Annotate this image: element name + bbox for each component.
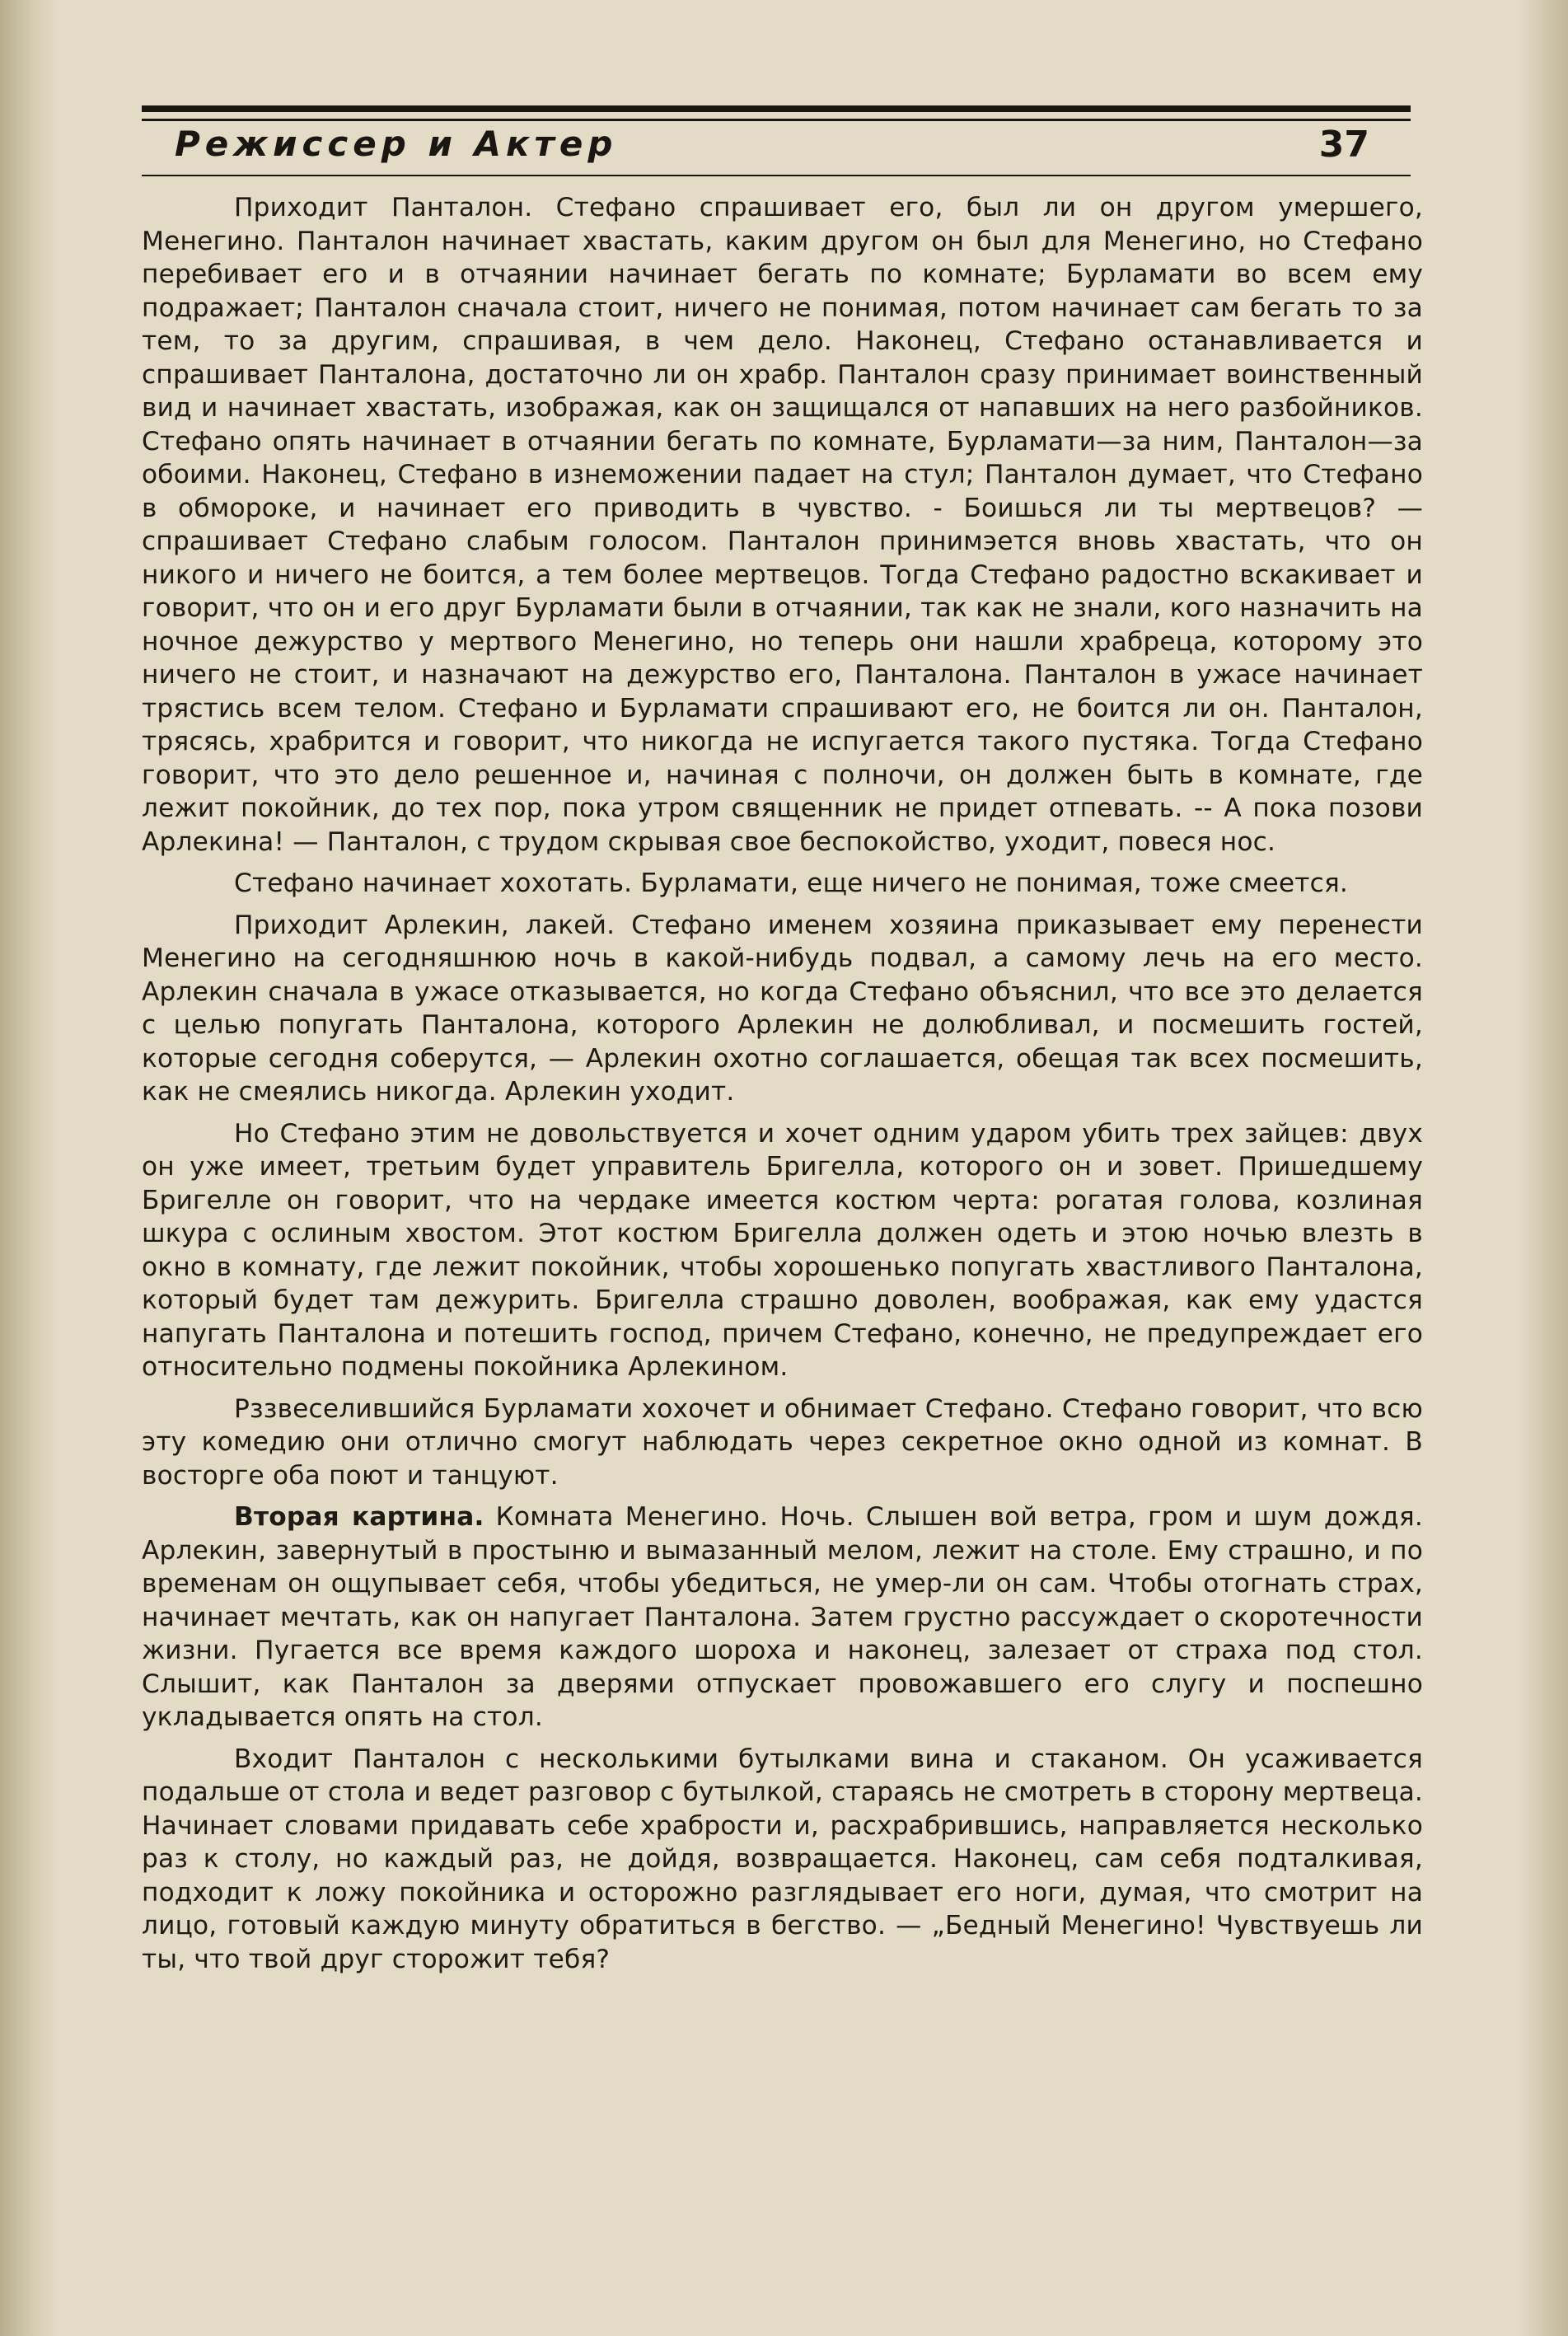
scene-heading: Вторая картина. (234, 1502, 484, 1532)
page-shadow-right (1519, 0, 1568, 2336)
paragraph-text: Комната Менегино. Ночь. Слышен вой ветра, гром и шум дождя. Арлекин, завернутый в простыню и вымазанный мелом, лежит на столе. Ему страшно, и по временам он ощупывает себя, чтобы убедиться, не умер-ли он сам. Чтобы отогнать страх, начинает мечтать, как он напугает Панталона. Затем грустно рассуждает о скоротечности жизни. Пугается все время каждого шороха и наконец, залезает от страха под стол. Слышит, как Панталон за дверями отпускает провожавшего его слугу и поспешно укладывается опять на стол. (142, 1502, 1424, 1732)
paragraph-1 (142, 191, 1423, 859)
paragraph-text: Но Стефано этим не довольствуется и хочет одним ударом убить трех зайцев: двух он уже имеет, третьим будет управитель Бригелла, которого он и зовет. Пришедшему Бригелле он говорит, что на чердаке имеется костюм черта: рогатая голова, козлиная шкура с ослиным хвостом. Этот костюм Бригелла должен одеть и этою ночью влезть в окно в комнату, где лежит покойник, чтобы хорошенько попугать хвастливого Панталона, который будет там дежурить. Бригелла страшно доволен, воображая, как ему удастся напугать Панталона и потешить господ, причем Стефано, конечно, не предупреждает его относительно подмены покойника Арлекином. (142, 1118, 1423, 1382)
paragraph-text: Приходит Панталон. Стефано спрашивает его, был ли он другом умершего, Менегино. Панталон начинает хвастать, каким другом он был для Менегино, но Стефано перебивает его и в отчаянии начинает бегать по комнате; Бурламати во всем ему подражает; Панталон сначала стоит, ничего не понимая, потом начинает сам бегать то за тем, то за другим, спрашивая, в чем дело. Наконец, Стефано останавливается и спрашивает Панталона, достаточно ли он храбр. Панталон сразу принимает воинственный вид и начинает хвастать, изображая, как он защищался от напавших на него разбойников. Стефано опять начинает в отчаянии бегать по комнате, Бурламати—за ним, Панталон—за обоими. Наконец, Стефано в изнеможении падает на стул; Панталон думает, что Стефано в обмороке, и начинает его приводить в чувство. - Боишься ли ты мертвецов? — спрашивает Стефано слабым голосом. Панталон принимэется вновь хвастать, что он никого и ничего не боится, а тем более мертвецов. Тогда Стефано радостно вскакивает и говорит, что он и его друг Бурламати были в отчаянии, так как не знали, кого назначить на ночное дежурство у мертвого Менегино, но теперь они нашли храбреца, которому это ничего не стоит, и назначают на дежурство его, Панталона. Панталон в ужасе начинает трястись всем телом. Стефано и Бурламати спрашивают его, не боится ли он. Панталон, трясясь, храбрится и говорит, что никогда не испугается такого пустяка. Тогда Стефано говорит, что это дело решенное и, начиная с полночи, он должен быть в комнате, где лежит покойник, до тех пор, пока утром священник не придет отпевать. -- А пока позови Арлекина! — Панталон, с трудом скрывая свое беспокойство, уходит, повеся нос. (142, 193, 1423, 857)
paragraph-text: Стефано начинает хохотать. Бурламати, еще ничего не понимая, тоже смеется. (234, 868, 1349, 898)
paragraph-3 (142, 909, 1423, 1109)
running-title: Режиссер и Актер (175, 124, 618, 164)
header-rule-thin (142, 119, 1411, 121)
header-rule-thick (142, 105, 1411, 112)
page-number: 37 (1318, 124, 1369, 166)
paragraph-5 (142, 1393, 1423, 1493)
paragraph-6 (142, 1500, 1423, 1734)
running-header (142, 105, 1411, 176)
header-rule-bottom (142, 175, 1411, 176)
page-body (142, 191, 1423, 1984)
paragraph-text: Входит Панталон с несколькими бутылками вина и стаканом. Он усаживается подальше от стола и ведет разговор с бутылкой, стараясь не смотреть в сторону мертвеца. Начинает словами придавать себе храбрости и, расхрабрившись, направляется несколько раз к столу, но каждый раз, не дойдя, возвращается. Наконец, сам себя подталкивая, подходит к ложу покойника и осторожно разглядывает его ноги, думая, что смотрит на лицо, готовый каждую минуту обратиться в бегство. — „Бедный Менегино! Чувствуешь ли ты, что твой друг сторожит тебя? (142, 1744, 1423, 1974)
paragraph-4 (142, 1117, 1423, 1384)
paragraph-text: Приходит Арлекин, лакей. Стефано именем хозяина приказывает ему перенести Менегино на сегодняшнюю ночь в какой-нибудь подвал, а самому лечь на его место. Арлекин сначала в ужасе отказывается, но когда Стефано объяснил, что все это делается с целью попугать Панталона, которого Арлекин не долюбливал, и посмешить гостей, которые сегодня соберутся, — Арлекин охотно соглашается, обещая так всех посмешить, как не смеялись никогда. Арлекин уходит. (142, 910, 1423, 1107)
paragraph-text: Рззвеселившийся Бурламати хохочет и обнимает Стефано. Стефано говорит, что всю эту комедию они отлично смогут наблюдать через секретное окно одной из комнат. В восторге оба поют и танцуют. (142, 1393, 1423, 1491)
page-shadow-left (0, 0, 58, 2336)
paragraph-7 (142, 1743, 1423, 1977)
paragraph-2 (142, 867, 1423, 901)
